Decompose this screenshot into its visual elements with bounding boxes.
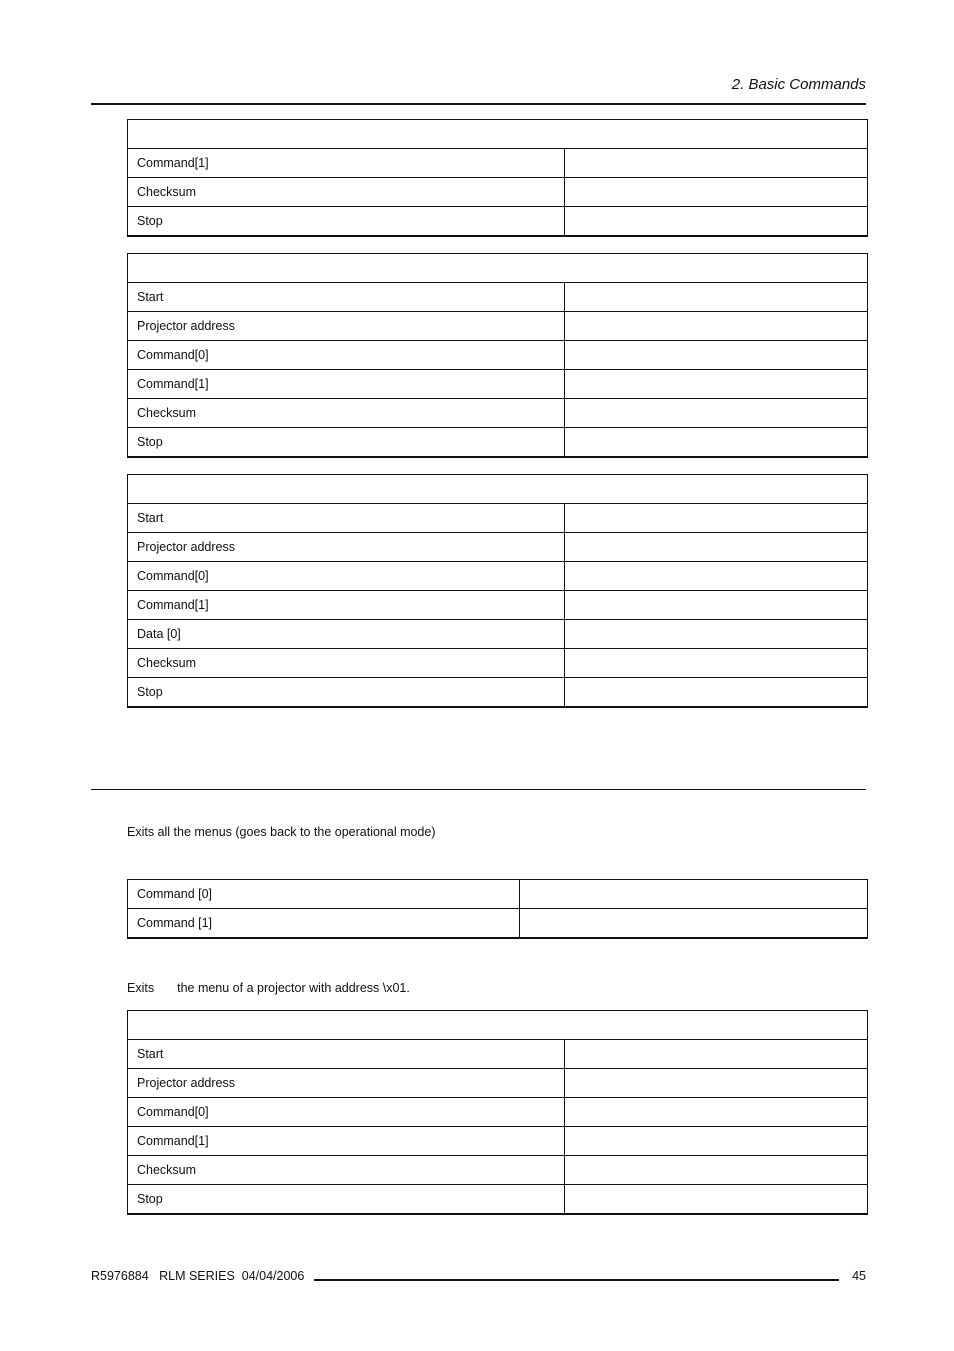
section-description: Exits all the menus (goes back to the operational mode) xyxy=(127,825,436,839)
example-prefix: Exits xyxy=(127,981,155,995)
command-table xyxy=(127,879,868,939)
packet-table-1 xyxy=(127,119,868,237)
page-header-title: 2. Basic Commands xyxy=(731,76,866,93)
table-row: Stop xyxy=(128,207,868,237)
table-row: Command [0] xyxy=(128,880,868,909)
table-row: Data [0] xyxy=(128,620,868,649)
page-number: 45 xyxy=(852,1269,866,1283)
table-row: Projector address xyxy=(128,312,868,341)
table-title-row xyxy=(128,254,868,283)
table-row: Projector address xyxy=(128,1069,868,1098)
table-row: Command[1] xyxy=(128,591,868,620)
footer-rule xyxy=(314,1279,839,1281)
table-row: Command [1] xyxy=(128,909,868,939)
table-row: Start xyxy=(128,1040,868,1069)
table-row: Command[1] xyxy=(128,370,868,399)
table-row: Checksum xyxy=(128,649,868,678)
header-rule xyxy=(91,103,866,105)
table-row: Projector address xyxy=(128,533,868,562)
packet-table-example xyxy=(127,1010,868,1215)
packet-table-2 xyxy=(127,253,868,458)
example-description: the menu of a projector with address \x01. xyxy=(177,981,410,995)
section-rule xyxy=(91,789,866,790)
table-row: Stop xyxy=(128,678,868,708)
table-row: Checksum xyxy=(128,1156,868,1185)
table-row: Command[1] xyxy=(128,149,868,178)
table-row: Checksum xyxy=(128,399,868,428)
table-row: Command[0] xyxy=(128,562,868,591)
table-row: Command[1] xyxy=(128,1127,868,1156)
footer-doc-info: R5976884 RLM SERIES 04/04/2006 xyxy=(91,1269,305,1283)
table-row: Stop xyxy=(128,428,868,458)
table-row: Command[0] xyxy=(128,1098,868,1127)
table-title-row xyxy=(128,1011,868,1040)
table-row: Checksum xyxy=(128,178,868,207)
example-text xyxy=(127,981,410,995)
table-row: Stop xyxy=(128,1185,868,1215)
table-row: Start xyxy=(128,504,868,533)
packet-table-3 xyxy=(127,474,868,708)
table-row: Command[0] xyxy=(128,341,868,370)
table-row: Start xyxy=(128,283,868,312)
table-title-row xyxy=(128,475,868,504)
table-title-row xyxy=(128,120,868,149)
